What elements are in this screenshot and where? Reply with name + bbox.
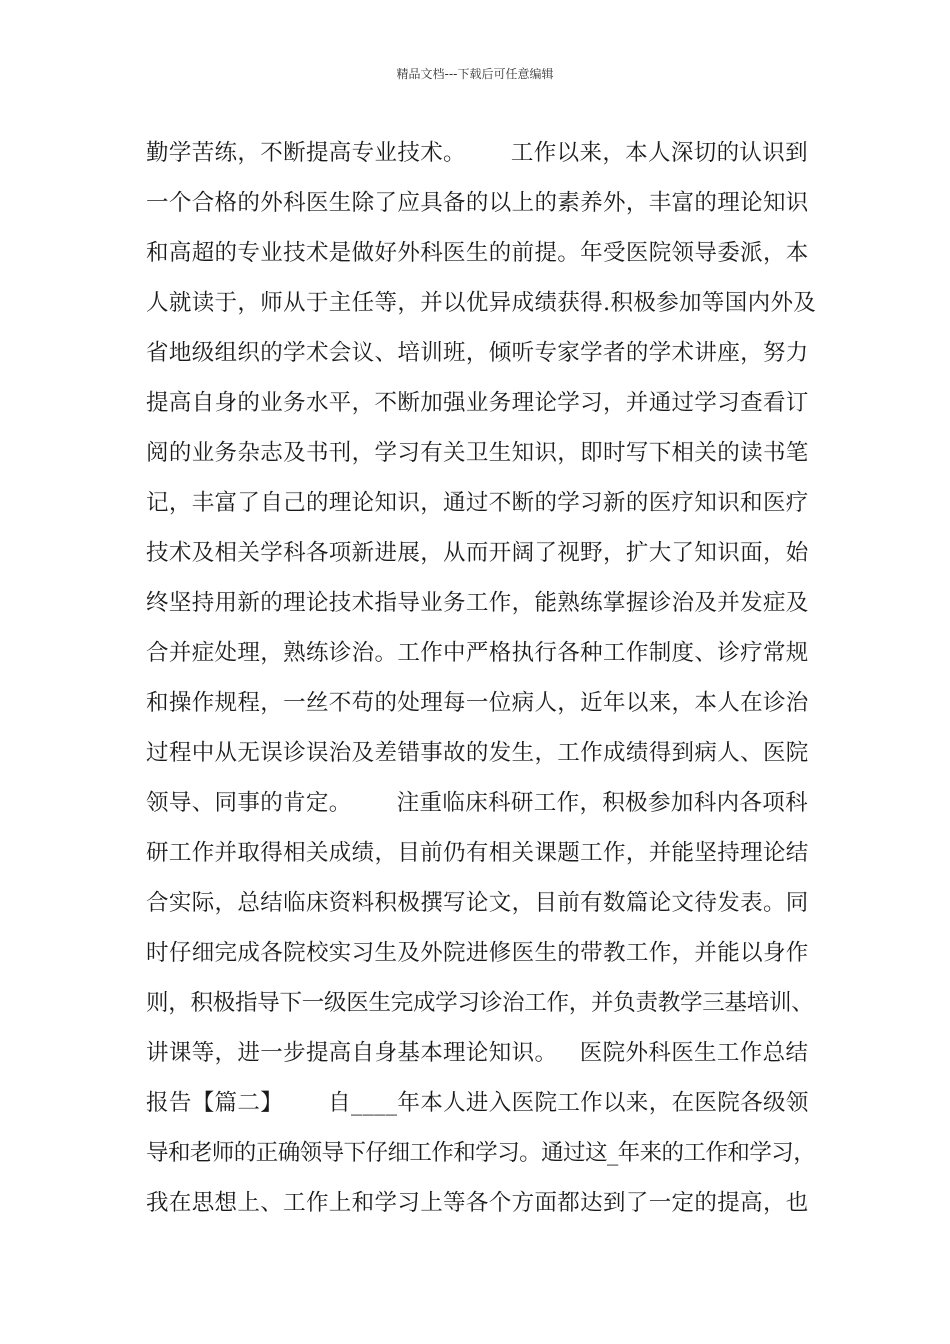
text-line: 研工作并取得相关成绩，目前仍有相关课题工作，并能坚持理论结: [146, 840, 809, 866]
text-line: 合并症处理，熟练诊治。工作中严格执行各种工作制度、诊疗常规: [146, 640, 809, 666]
text-line: 过程中从无误诊误治及差错事故的发生，工作成绩得到病人、医院: [146, 740, 809, 766]
text-line: 导和老师的正确领导下仔细工作和学习。通过这_年来的工作和学习，: [146, 1140, 816, 1166]
text-line: 合实际，总结临床资料积极撰写论文，目前有数篇论文待发表。同: [146, 890, 809, 916]
text-line: 省地级组织的学术会议、培训班，倾听专家学者的学术讲座，努力: [146, 340, 809, 366]
text-line: 勤学苦练，不断提高专业技术。 工作以来，本人深切的认识到: [146, 140, 808, 166]
text-line: 人就读于，师从于主任等，并以优异成绩获得.积极参加等国内外及: [146, 290, 817, 316]
text-line: 终坚持用新的理论技术指导业务工作，能熟练掌握诊治及并发症及: [146, 590, 809, 616]
text-line: 讲课等，进一步提高自身基本理论知识。 医院外科医生工作总结: [146, 1040, 809, 1066]
text-line: 阅的业务杂志及书刊，学习有关卫生知识，即时写下相关的读书笔: [146, 440, 809, 466]
text-line: 记，丰富了自己的理论知识，通过不断的学习新的医疗知识和医疗: [146, 490, 809, 516]
text-line: 和高超的专业技术是做好外科医生的前提。年受医院领导委派，本: [146, 240, 809, 266]
text-line: 报告【篇二】 自____年本人进入医院工作以来，在医院各级领: [146, 1090, 809, 1116]
text-line: 技术及相关学科各项新进展，从而开阔了视野，扩大了知识面，始: [146, 540, 809, 566]
text-line: 时仔细完成各院校实习生及外院进修医生的带教工作，并能以身作: [146, 940, 809, 966]
text-line: 一个合格的外科医生除了应具备的以上的素养外，丰富的理论知识: [146, 190, 809, 216]
page-header: 精品文档---下载后可任意编辑: [396, 67, 554, 81]
text-line: 则，积极指导下一级医生完成学习诊治工作，并负责教学三基培训、: [146, 990, 814, 1016]
document-body: [146, 132, 816, 1232]
text-line: 和操作规程，一丝不苟的处理每一位病人，近年以来，本人在诊治: [146, 690, 809, 716]
text-line: 我在思想上、工作上和学习上等各个方面都达到了一定的提高，也: [146, 1190, 809, 1216]
text-line: 领导、同事的肯定。 注重临床科研工作，积极参加科内各项科: [146, 790, 808, 816]
text-line: 提高自身的业务水平，不断加强业务理论学习，并通过学习查看订: [146, 390, 809, 416]
